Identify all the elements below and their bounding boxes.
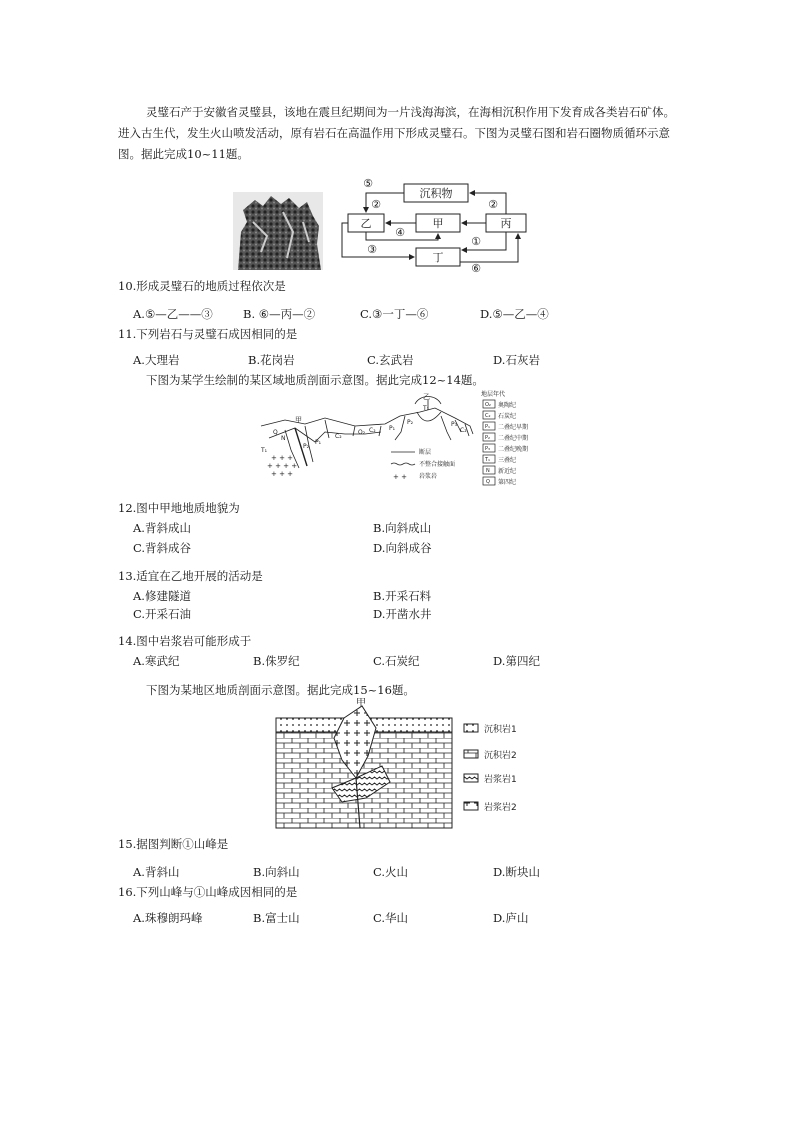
q16-option-c: C.华山 bbox=[373, 911, 409, 925]
intro-paragraph-2: 下图为某学生绘制的某区域地质剖面示意图。据此完成12~14题。 bbox=[146, 373, 484, 387]
question-15-stem: 15.据图判断①山峰是 bbox=[118, 837, 229, 851]
q10-option-d: D.⑤—乙—④ bbox=[480, 307, 549, 321]
cycle-label-2: ② bbox=[371, 198, 381, 211]
legend-key-p3: P₃ bbox=[485, 446, 491, 452]
profile-tag-c2c: C₂ bbox=[460, 427, 467, 434]
legend-key-p2: P₂ bbox=[485, 435, 491, 441]
question-10-stem: 10.形成灵璧石的地质过程依次是 bbox=[118, 279, 286, 293]
profile-tag-c2: C₂ bbox=[335, 433, 342, 440]
q15-option-a: A.背斜山 bbox=[133, 865, 180, 879]
legend-triassic: 三叠纪 bbox=[498, 457, 517, 464]
q11-option-d: D.石灰岩 bbox=[493, 353, 540, 367]
question-12-stem: 12.图中甲地地质地貌为 bbox=[118, 501, 240, 515]
q11-option-b: B.花岗岩 bbox=[248, 353, 295, 367]
q13-option-b: B.开采石料 bbox=[373, 589, 432, 603]
q14-option-a: A.寒武纪 bbox=[133, 654, 180, 668]
profile-tag-t1: T₁ bbox=[261, 447, 268, 454]
q10-option-b: B. ⑥—丙—② bbox=[243, 307, 316, 321]
profile-label-jia: 甲 bbox=[295, 416, 302, 424]
question-11-stem: 11.下列岩石与灵璧石成因相同的是 bbox=[118, 327, 298, 341]
q12-option-b: B.向斜成山 bbox=[373, 521, 432, 535]
legend-ordovician: 奥陶纪 bbox=[498, 402, 517, 409]
svg-text:+ + + +: + + + + bbox=[267, 462, 298, 470]
legend-late-permian: 二叠纪晚期 bbox=[498, 446, 529, 453]
legend-quaternary: 第四纪 bbox=[498, 479, 517, 486]
cycle-label-1: ① bbox=[471, 235, 481, 248]
intro-paragraph-3: 下图为某地区地质剖面示意图。据此完成15~16题。 bbox=[146, 683, 415, 697]
q10-option-c: C.③一丁—⑥ bbox=[360, 307, 429, 321]
profile-tag-p2: P₂ bbox=[303, 443, 310, 450]
q16-option-a: A.珠穆朗玛峰 bbox=[133, 911, 203, 925]
legend-early-permian: 二叠纪早期 bbox=[498, 424, 529, 431]
legend-sedimentary-1: 沉积岩1 bbox=[484, 725, 517, 735]
q13-option-a: A.修建隧道 bbox=[133, 589, 191, 603]
svg-text:+ +: + + bbox=[393, 473, 407, 481]
profile-tag-o2: O₂ bbox=[358, 429, 366, 436]
question-13-stem: 13.适宜在乙地开展的活动是 bbox=[118, 569, 263, 583]
q14-option-d: D.第四纪 bbox=[493, 654, 540, 668]
q16-option-d: D.庐山 bbox=[493, 911, 529, 925]
legend-key-o2: O₂ bbox=[485, 402, 491, 408]
lingbi-stone-photo bbox=[233, 192, 323, 270]
svg-text:+ + +: + + + bbox=[271, 454, 294, 462]
intro-paragraph-1: 灵璧石产于安徽省灵璧县，该地在震旦纪期间为一片浅海海滨，在海相沉积作用下发育成各类岩石矿体。进入古生代，发生火山喷发活动，原有岩石在高温作用下形成灵璧石。下图为灵璧石图和岩石圈物质循环示意图。据此完成10~11题。 bbox=[118, 105, 675, 161]
q14-option-b: B.侏罗纪 bbox=[253, 654, 300, 668]
geologic-section-diagram bbox=[272, 698, 532, 830]
legend-unconformity: 不整合接触面 bbox=[419, 461, 456, 468]
cycle-label-6: ⑥ bbox=[471, 262, 481, 274]
cycle-box-ding: 丁 bbox=[432, 251, 444, 264]
q15-option-b: B.向斜山 bbox=[253, 865, 300, 879]
profile-tag-c2b: C₂ bbox=[369, 427, 376, 434]
geologic-profile-diagram bbox=[255, 390, 555, 494]
legend-sedimentary-2: 沉积岩2 bbox=[484, 751, 517, 761]
profile-tag-q: Q bbox=[273, 429, 278, 436]
q16-option-b: B.富士山 bbox=[253, 911, 300, 925]
legend-key-c2: C₂ bbox=[485, 413, 491, 419]
profile-tag-p2b: P₂ bbox=[407, 419, 414, 426]
cycle-label-5: ⑤ bbox=[363, 178, 373, 190]
cycle-box-yi: 乙 bbox=[360, 217, 372, 230]
legend-magmatic-2: 岩浆岩2 bbox=[484, 803, 517, 813]
q15-option-c: C.火山 bbox=[373, 865, 409, 879]
profile-label-yi: 乙 bbox=[423, 393, 430, 401]
svg-text:+ + +: + + + bbox=[271, 470, 294, 478]
profile-tag-p1: P₁ bbox=[315, 439, 322, 446]
profile-tag-n: N bbox=[281, 435, 286, 442]
cycle-box-jia: 甲 bbox=[432, 217, 444, 230]
rock-cycle-diagram bbox=[338, 178, 538, 274]
profile-tag-p1b: P₁ bbox=[389, 425, 396, 432]
profile-tag-t1b: T₁ bbox=[423, 405, 430, 412]
cycle-label-4: ④ bbox=[395, 226, 405, 239]
legend-key-p1: P₁ bbox=[485, 424, 491, 430]
q11-option-a: A.大理岩 bbox=[133, 353, 180, 367]
q12-option-a: A.背斜成山 bbox=[133, 521, 191, 535]
legend-neogene: 新近纪 bbox=[498, 468, 517, 475]
profile-tag-p3: P₃ bbox=[451, 421, 458, 428]
legend-carboniferous: 石炭纪 bbox=[498, 413, 517, 420]
legend-magma: 岩浆岩 bbox=[419, 473, 438, 480]
legend-middle-permian: 二叠纪中期 bbox=[498, 435, 529, 442]
q13-option-c: C.开采石油 bbox=[133, 607, 192, 621]
legend-magmatic-1: 岩浆岩1 bbox=[484, 775, 517, 785]
q13-option-d: D.开凿水井 bbox=[373, 607, 432, 621]
legend-strata-title: 地层年代 bbox=[481, 391, 506, 398]
q14-option-c: C.石炭纪 bbox=[373, 654, 420, 668]
cycle-box-bing: 丙 bbox=[500, 217, 512, 230]
cycle-box-sediment: 沉积物 bbox=[419, 187, 453, 200]
legend-key-t1: T₁ bbox=[485, 457, 491, 463]
cycle-label-3: ③ bbox=[367, 243, 377, 256]
q10-option-a: A.⑤—乙——③ bbox=[133, 307, 213, 321]
legend-key-q: Q bbox=[486, 479, 490, 485]
cycle-label-2b: ② bbox=[488, 198, 498, 211]
question-14-stem: 14.图中岩浆岩可能形成于 bbox=[118, 634, 252, 648]
q12-option-c: C.背斜成谷 bbox=[133, 541, 192, 555]
question-16-stem: 16.下列山峰与①山峰成因相同的是 bbox=[118, 885, 298, 899]
q12-option-d: D.向斜成谷 bbox=[373, 541, 432, 555]
section-label-jia: 甲 bbox=[356, 698, 366, 709]
legend-fault: 断层 bbox=[419, 449, 432, 456]
legend-key-n: N bbox=[486, 468, 490, 474]
q15-option-d: D.断块山 bbox=[493, 865, 540, 879]
q11-option-c: C.玄武岩 bbox=[367, 353, 414, 367]
